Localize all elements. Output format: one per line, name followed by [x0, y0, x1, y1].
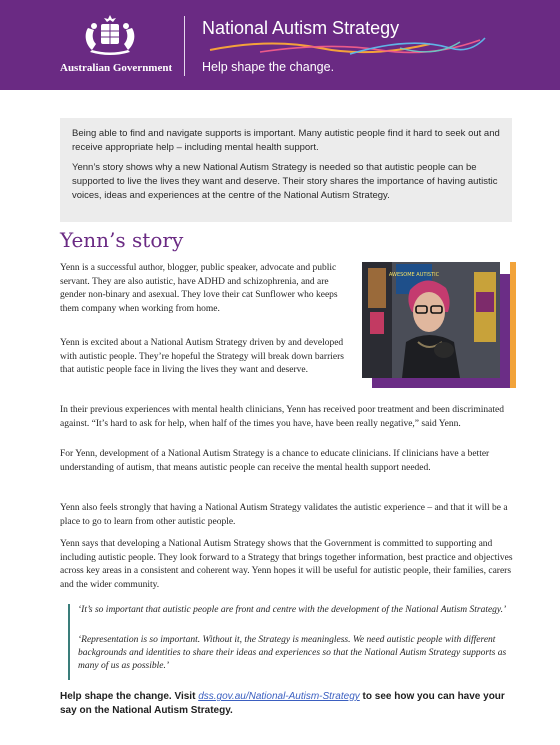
- story-paragraph-6: Yenn says that developing a National Autism Strategy shows that the Government is committed to supporting and including autistic people. They look forward to a Strategy that brings together information, best practice and objectives across key areas in a consistent and coherent way. Yenn hopes it will be useful for autistic people, their families, carers and the wider community.: [60, 539, 513, 590]
- intro-paragraph-2: Yenn’s story shows why a new National Autism Strategy is needed so that autistic people can be supported to live the lives they want and deserve. Their story shares the importance of having autistic voices, ideas and experiences at the centre of the National Autism Strategy.: [72, 162, 498, 201]
- quote-accent-bar: [68, 604, 70, 680]
- story-paragraph-2: Yenn is excited about a National Autism Strategy driven by and developed with autistic people. They’re hopeful the Strategy will break down barriers that autistic people face in living the lives they want and deserve.: [60, 338, 344, 375]
- story-title: Yenn’s story: [60, 228, 184, 252]
- cta-lead: Help shape the change. Visit: [60, 691, 199, 702]
- coat-of-arms-icon: [82, 14, 138, 56]
- portrait-photo-frame: [362, 262, 514, 388]
- swirl-graphic: [200, 28, 490, 58]
- header-banner: [0, 0, 560, 90]
- intro-box: [60, 118, 512, 222]
- story-paragraph-1: Yenn is a successful author, blogger, public speaker, advocate and public servant. They are also autistic, have ADHD and schizophrenia, and are gender non-binary and asexual. They love their cat Sunflower who keeps them company when working from home.: [60, 263, 338, 314]
- quote-2: ‘Representation is so important. Without it, the Strategy is meaningless. We need autistic people with different backgrounds and identities to share their ideas and experiences so that the National Autism Strategy supports as many of us as possible.’: [78, 635, 507, 671]
- header-tagline: Help shape the change.: [202, 60, 335, 74]
- poster-text: AWESOME AUTISTIC: [388, 272, 440, 278]
- government-label: Australian Government: [60, 62, 173, 74]
- quote-1: ‘It’s so important that autistic people are front and centre with the development of the National Autism Strategy.’: [78, 605, 507, 615]
- story-paragraph-3: In their previous experiences with mental health clinicians, Yenn has received poor treatment and been discriminated against. “It’s hard to ask for help, when half of the times you have, have been really negative,” said Yenn.: [60, 405, 504, 429]
- photo-backdrop-orange: [510, 262, 516, 388]
- story-paragraph-4: For Yenn, development of a National Autism Strategy is a chance to educate clinicians. If clinicians have a better understanding of autism, that means autistic people can receive the mental health support needed.: [60, 449, 490, 473]
- portrait-photo: [362, 262, 500, 378]
- intro-paragraph-1: Being able to find and navigate supports is important. Many autistic people find it hard to seek out and receive appropriate help – including mental health support.: [72, 128, 500, 153]
- call-to-action: [60, 690, 515, 718]
- portrait-illustration: [362, 262, 500, 378]
- story-paragraph-5: Yenn also feels strongly that having a National Autism Strategy validates the autistic experience – and that it will be a place to go to learn from other autistic people.: [60, 503, 508, 527]
- strategy-title: National Autism Strategy: [202, 18, 400, 38]
- header-divider: [184, 16, 185, 76]
- strategy-link[interactable]: dss.gov.au/National-Autism-Strategy: [198, 691, 360, 702]
- cta-trail: to see how you can have your say on the National Autism Strategy.: [60, 691, 505, 716]
